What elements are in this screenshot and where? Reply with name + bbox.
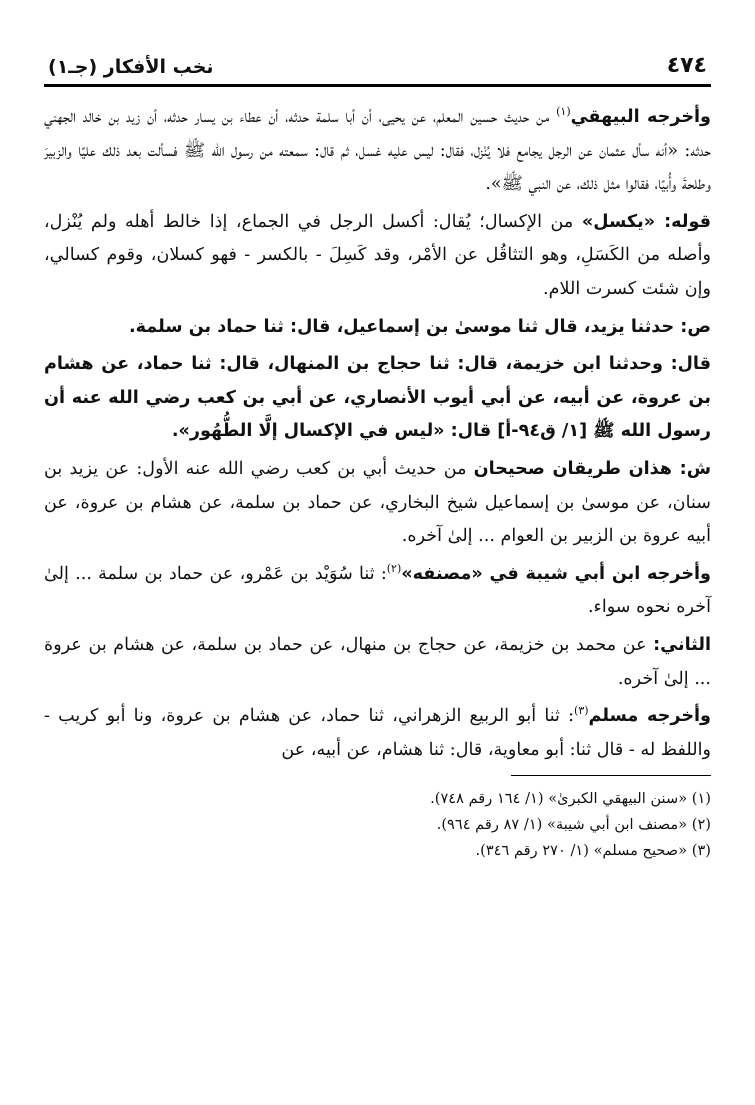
paragraph-lead: الثاني: [653,634,711,655]
footnote-2: (٢) «مصنف ابن أبي شيبة» (١/ ٨٧ رقم ٩٦٤). [436,816,711,834]
footnotes [44,786,711,864]
paragraph-text: قال: وحدثنا ابن خزيمة، قال: ثنا حجاج بن المنهال، قال: ثنا حماد، عن هشام بن عروة، عن أبيه، عن أبي أيوب الأنصاري، عن أبي بن كعب رضي الله عنه أن رسول الله ﷺ [١/ ق٩٤-أ] قال: «ليس في الإكسال إلَّا الطُّهُور». [44,354,711,442]
paragraph-6 [44,558,711,625]
paragraph-8 [44,700,711,767]
paragraph-1 [44,101,711,202]
paragraph-lead: ص: [680,316,711,337]
paragraph-text: عن محمد بن خزيمة، عن حجاج بن منهال، عن حماد بن سلمة، عن هشام بن عروة ... إلىٰ آخره. [44,634,711,689]
paragraph-lead: ش: هذان طريقان صحيحان [473,458,711,479]
paragraph-lead: قوله: «يكسل» [581,211,711,232]
page-number: ٤٧٤ [666,53,707,78]
footnote-3: (٣) «صحيح مسلم» (١/ ٢٧٠ رقم ٣٤٦). [475,842,711,860]
paragraph-2 [44,206,711,307]
paragraph-text: من حديث أبي بن كعب رضي الله عنه الأول: عن يزيد بن سنان، عن موسىٰ بن إسماعيل شيخ البخاري، عن حماد بن سلمة، عن هشام بن عروة، عن أبيه عروة بن الزبير بن العوام ... إلىٰ آخره. [44,458,711,547]
footnote-ref: (٢) [386,561,402,575]
paragraph-text: حدثنا يزيد، قال ثنا موسىٰ بن إسماعيل، قال: ثنا حماد بن سلمة. [128,316,681,337]
paragraph-3 [44,311,711,345]
paragraph-text: : ثنا سُوَيْد بن عَمْرو، عن حماد بن سلمة ... إلىٰ آخره نحوه سواء. [44,563,711,618]
paragraph-7 [44,629,711,696]
footnote-ref: (١) [556,105,571,119]
page-header [44,38,711,87]
footnote-ref: (٣) [574,704,589,718]
paragraph-text: : ثنا أبو الربيع الزهراني، ثنا حماد، عن هشام بن عروة، ونا أبو كريب - واللفظ له - قال ثنا: أبو معاوية، قال: ثنا هشام، عن أبيه، عن [44,706,711,760]
page-body [44,101,711,767]
paragraph-lead: وأخرجه ابن أبي شيبة في «مصنفه» [401,563,711,584]
paragraph-4 [44,348,711,449]
paragraph-5 [44,453,711,554]
footnote-1: (١) «سنن البيهقي الكبرىٰ» (١/ ١٦٤ رقم ٧٤٨). [430,790,711,808]
book-title: نخب الأفكار (جـ١) [48,56,214,78]
paragraph-lead: وأخرجه مسلم [588,706,711,727]
paragraph-text: من الإكسال؛ يُقال: أكسل الرجل في الجماع، إذا خالط أهله ولم يُنْزل، وأصله من الكَسَلِ، وهو التثاقُل عن الأمْر، وقد كَسِلَ - بالكسر - فهو كسلان، وقوم كسالي، وإن شئت كسرت اللام. [44,211,711,299]
footnote-divider [511,775,711,776]
paragraph-text: من حديث حسين المعلم، عن يحيى، أن أبا سلمة حدثه، أن عطاء بن يسار حدثه، أن زيد بن خالد الجهني حدثه: «أنه سأل عثمان عن الرجل يجامع فلا يُنْزل، فقال: ليس عليه غسل، ثم قال: سمعته من رسول الله ﷺ فسألت بعد ذلك عليًا والزبيرَ وطلحةَ وأُبيًا، فقالوا مثل ذلك، عن النبي ﷺ». [44,107,711,195]
paragraph-lead: وأخرجه البيهقي [570,107,711,127]
